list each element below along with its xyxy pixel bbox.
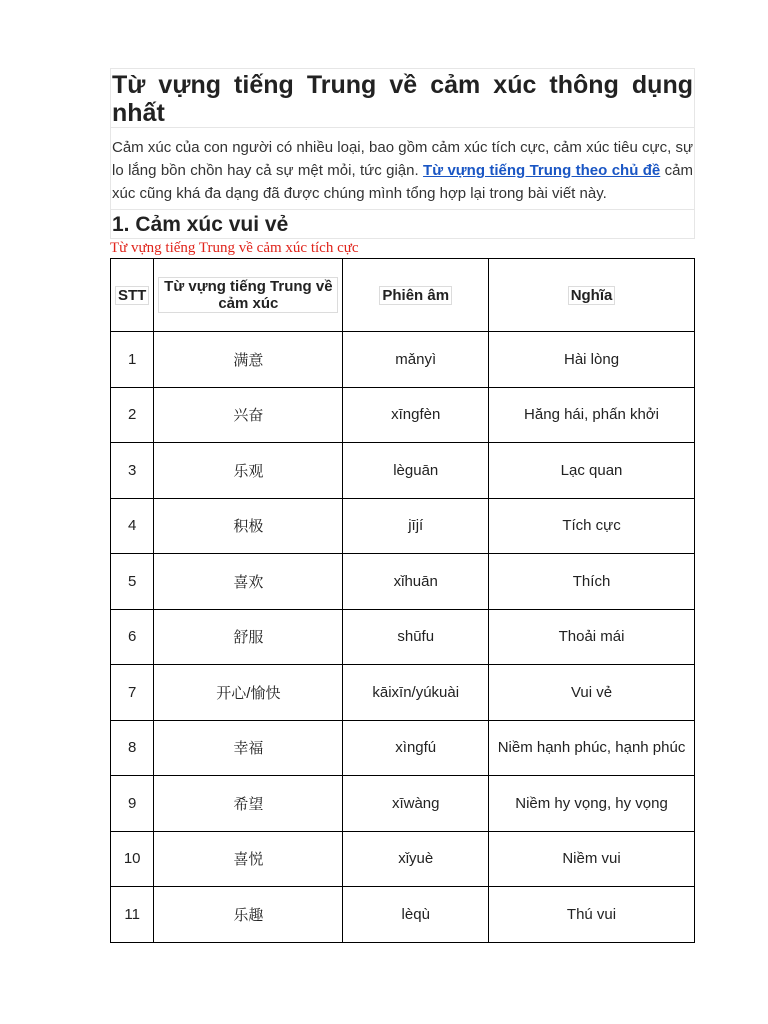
header-pronunciation — [343, 259, 489, 332]
cell-number: 3 — [111, 443, 154, 499]
cell-meaning: Vui vẻ — [489, 665, 695, 721]
article-header-box — [110, 68, 695, 239]
header-stt — [111, 259, 154, 332]
cell-number: 2 — [111, 387, 154, 443]
cell-pinyin: lèqù — [343, 887, 489, 943]
cell-chinese-word: 积极 — [154, 498, 343, 554]
cell-meaning: Hăng hái, phấn khởi — [489, 387, 695, 443]
header-vocabulary — [154, 259, 343, 332]
cell-number: 10 — [111, 831, 154, 887]
cell-chinese-word: 幸福 — [154, 720, 343, 776]
intro-paragraph — [111, 128, 694, 209]
cell-pinyin: xǐyuè — [343, 831, 489, 887]
cell-number: 8 — [111, 720, 154, 776]
cell-chinese-word: 兴奋 — [154, 387, 343, 443]
cell-meaning: Niềm vui — [489, 831, 695, 887]
header-vocabulary-label: Từ vựng tiếng Trung về cảm xúc — [158, 277, 338, 313]
table-row — [111, 887, 695, 943]
table-caption: Từ vựng tiếng Trung về cảm xúc tích cực — [110, 240, 359, 256]
intro-text-end: cảm xúc cũng khá đa dạng đã được chúng mình tổng hợp lại trong bài viết này. — [112, 162, 693, 202]
cell-meaning: Tích cực — [489, 498, 695, 554]
cell-number: 11 — [111, 887, 154, 943]
cell-chinese-word: 乐趣 — [154, 887, 343, 943]
cell-chinese-word: 喜欢 — [154, 554, 343, 610]
cell-chinese-word: 乐观 — [154, 443, 343, 499]
table-header-row — [111, 259, 695, 332]
cell-number: 6 — [111, 609, 154, 665]
cell-pinyin: jījí — [343, 498, 489, 554]
intro-text-start: Cảm xúc của con người có nhiều loại, bao gồm cảm xúc tích cực, cảm xúc tiêu cực, sự lo lắng bồn chồn hay cả sự mệt mỏi, tức giận. — [112, 139, 693, 179]
cell-meaning: Niềm hạnh phúc, hạnh phúc — [489, 720, 695, 776]
table-row — [111, 387, 695, 443]
cell-meaning: Lạc quan — [489, 443, 695, 499]
cell-pinyin: mǎnyì — [343, 332, 489, 388]
cell-chinese-word: 舒服 — [154, 609, 343, 665]
cell-meaning: Thú vui — [489, 887, 695, 943]
header-pronunciation-label: Phiên âm — [379, 286, 452, 305]
page-title: Từ vựng tiếng Trung về cảm xúc thông dụng nhất — [112, 71, 693, 127]
cell-number: 5 — [111, 554, 154, 610]
cell-number: 9 — [111, 776, 154, 832]
cell-chinese-word: 开心/愉快 — [154, 665, 343, 721]
table-row — [111, 498, 695, 554]
cell-chinese-word: 希望 — [154, 776, 343, 832]
table-row — [111, 720, 695, 776]
cell-meaning: Thích — [489, 554, 695, 610]
cell-pinyin: kāixīn/yúkuài — [343, 665, 489, 721]
header-stt-label: STT — [115, 286, 149, 305]
cell-pinyin: xīwàng — [343, 776, 489, 832]
table-row — [111, 609, 695, 665]
topic-vocabulary-link[interactable]: Từ vựng tiếng Trung theo chủ đề — [423, 162, 661, 179]
table-row — [111, 443, 695, 499]
cell-pinyin: xīngfèn — [343, 387, 489, 443]
cell-pinyin: lèguān — [343, 443, 489, 499]
cell-meaning: Niềm hy vọng, hy vọng — [489, 776, 695, 832]
cell-number: 1 — [111, 332, 154, 388]
cell-number: 4 — [111, 498, 154, 554]
table-row — [111, 554, 695, 610]
header-meaning — [489, 259, 695, 332]
header-meaning-label: Nghĩa — [568, 286, 616, 305]
cell-meaning: Hài lòng — [489, 332, 695, 388]
cell-chinese-word: 喜悦 — [154, 831, 343, 887]
cell-number: 7 — [111, 665, 154, 721]
vocabulary-table — [110, 258, 695, 943]
cell-pinyin: xìngfú — [343, 720, 489, 776]
article-content — [110, 68, 695, 239]
section-heading: 1. Cảm xúc vui vẻ — [111, 209, 694, 238]
table-row — [111, 665, 695, 721]
table-row — [111, 776, 695, 832]
cell-pinyin: shūfu — [343, 609, 489, 665]
cell-chinese-word: 满意 — [154, 332, 343, 388]
table-row — [111, 332, 695, 388]
cell-pinyin: xǐhuān — [343, 554, 489, 610]
cell-meaning: Thoải mái — [489, 609, 695, 665]
table-row — [111, 831, 695, 887]
